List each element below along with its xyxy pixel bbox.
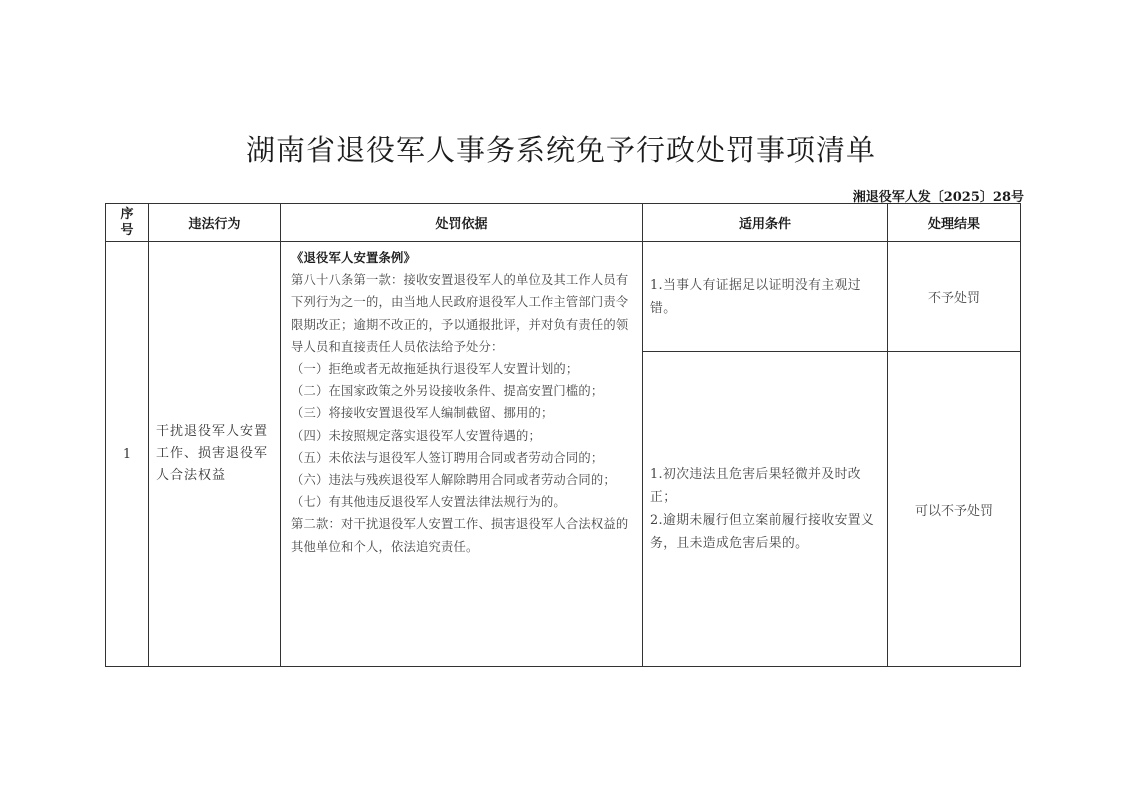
row-conditions-2 (643, 352, 888, 667)
basis-paragraph: 第二款：对干扰退役军人安置工作、损害退役军人合法权益的其他单位和个人，依法追究责任。 (291, 517, 629, 554)
header-seq (106, 204, 149, 242)
header-conditions: 适用条件 (643, 204, 888, 242)
basis-paragraph: （一）拒绝或者无故拖延执行退役军人安置计划的； (291, 362, 579, 377)
row-seq: 1 (106, 242, 149, 667)
basis-paragraph: （二）在国家政策之外另设接收条件、提高安置门槛的； (291, 384, 604, 399)
basis-paragraph: （六）违法与残疾退役军人解除聘用合同或者劳动合同的； (291, 473, 616, 488)
row-conditions-1 (643, 242, 888, 352)
row-result-2: 可以不予处罚 (888, 352, 1021, 667)
basis-paragraph: （七）有其他违反退役军人安置法律法规行为的。 (291, 495, 566, 510)
law-title: 《退役军人安置条例》 (291, 250, 416, 265)
penalty-exemption-table (105, 203, 1021, 667)
header-seq-line1: 序 (120, 206, 134, 222)
basis-paragraph: 第八十八条第一款：接收安置退役军人的单位及其工作人员有下列行为之一的，由当地人民政府退役军人工作主管部门责令限期改正；逾期不改正的，予以通报批评，并对负有责任的领导人员和直接责任人员依法给予处分： (291, 273, 629, 354)
document-number: 湘退役军人发〔2025〕28号 (852, 190, 1024, 205)
header-seq-line2: 号 (120, 222, 134, 238)
basis-paragraph: （三）将接收安置退役军人编制截留、挪用的； (291, 406, 554, 421)
basis-paragraph: （五）未依法与退役军人签订聘用合同或者劳动合同的； (291, 450, 604, 465)
header-result: 处理结果 (888, 204, 1021, 242)
header-basis: 处罚依据 (281, 204, 643, 242)
table-row (106, 242, 1021, 352)
page-title: 湖南省退役军人事务系统免予行政处罚事项清单 (245, 133, 876, 167)
condition-item: 1.当事人有证据足以证明没有主观过错。 (650, 277, 861, 316)
condition-item: 1.初次违法且危害后果轻微并及时改正； (650, 467, 861, 505)
table-header-row (106, 204, 1021, 242)
row-basis (281, 242, 643, 667)
basis-paragraph: （四）未按照规定落实退役军人安置待遇的； (291, 428, 541, 443)
row-result-1: 不予处罚 (888, 242, 1021, 352)
row-behavior: 干扰退役军人安置工作、损害退役军人合法权益 (149, 242, 281, 667)
condition-item: 2.逾期未履行但立案前履行接收安置义务，且未造成危害后果的。 (650, 513, 875, 551)
header-behavior: 违法行为 (149, 204, 281, 242)
